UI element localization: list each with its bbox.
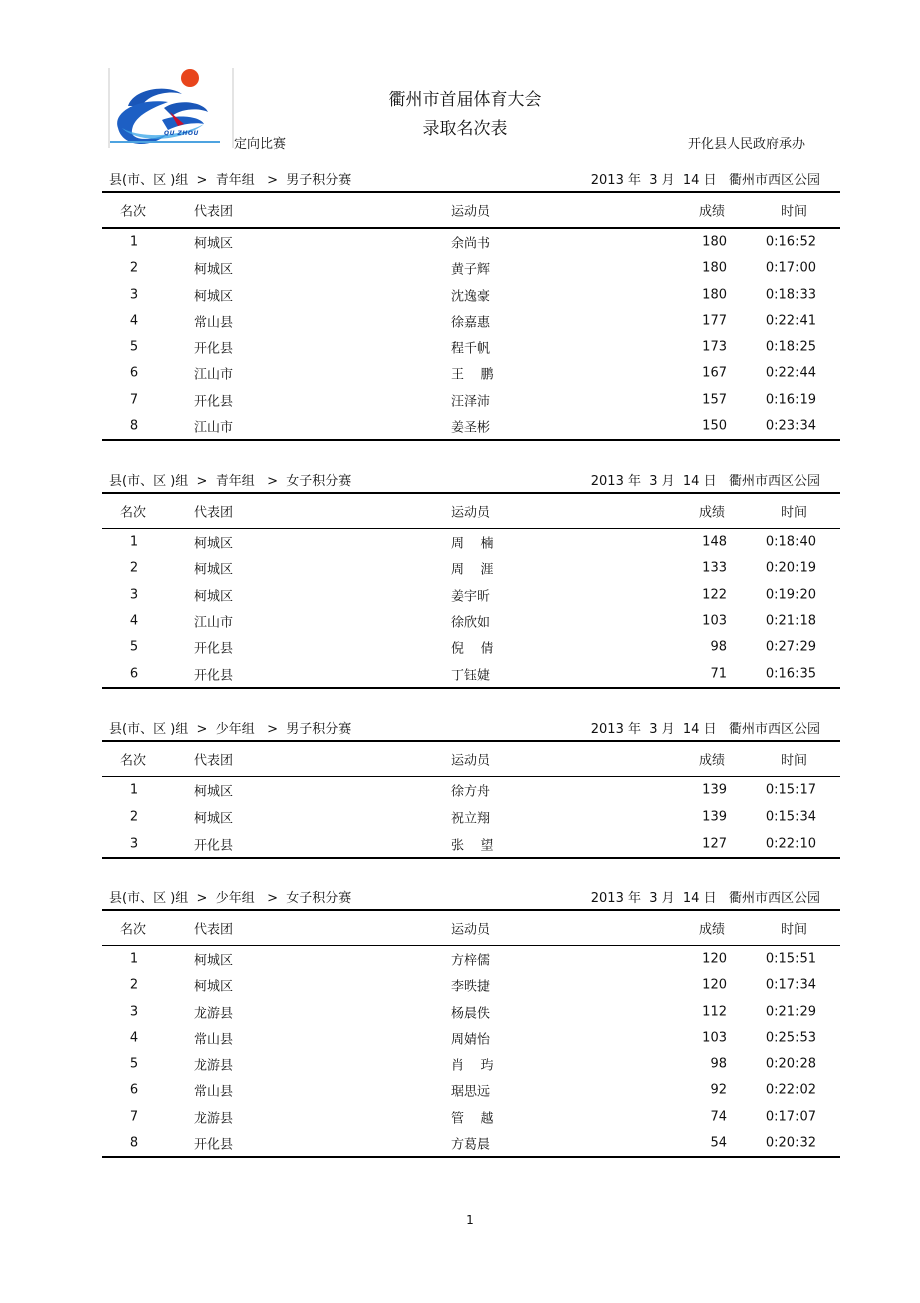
team-header: 代表团 [194,922,234,938]
team-cell: 常山县 [194,1084,234,1100]
athlete-cell: 余尚书 [451,236,491,252]
time-header: 时间 [780,204,807,220]
team-cell: 开化县 [194,1137,234,1153]
score-cell: 180 [702,234,727,250]
team-cell: 常山县 [194,315,234,331]
athlete-cell: 琚思远 [451,1084,491,1100]
rank-header: 名次 [119,505,146,521]
table-body [102,229,840,439]
table-row [102,360,840,386]
team-header: 代表团 [194,505,234,521]
athlete-cell: 丁钰婕 [451,668,491,684]
score-cell: 71 [710,666,727,682]
athlete-header: 运动员 [451,922,491,938]
athlete-cell: 沈逸豪 [451,289,491,305]
table-row [102,972,840,998]
score-header: 成绩 [698,922,725,938]
table-row [102,804,840,831]
time-cell: 0:16:35 [765,666,816,682]
table-row [102,1130,840,1156]
results-section [102,716,840,859]
time-cell: 0:22:41 [765,313,816,329]
athlete-cell: 黄子辉 [451,262,491,278]
athlete-cell: 周婧怡 [451,1032,491,1048]
rank-header: 名次 [119,753,146,769]
table-row [102,999,840,1025]
team-cell: 开化县 [194,341,234,357]
time-cell: 0:15:34 [765,809,816,825]
team-cell: 江山市 [194,420,234,436]
rank-cell: 1 [129,951,139,967]
table-header [102,494,840,528]
table-row [102,1077,840,1103]
team-cell: 开化县 [194,838,234,854]
time-cell: 0:15:17 [765,782,816,798]
score-cell: 54 [710,1135,727,1151]
athlete-cell: 周 涯 [451,562,494,578]
table-row [102,661,840,687]
team-cell: 柯城区 [194,536,234,552]
rank-cell: 2 [129,260,139,276]
rank-cell: 2 [129,809,139,825]
results-section [102,885,840,1158]
score-cell: 139 [702,782,727,798]
score-cell: 120 [702,977,727,993]
time-cell: 0:20:19 [765,560,816,576]
time-header: 时间 [780,505,807,521]
rank-cell: 7 [129,1109,139,1125]
results-section [102,468,840,689]
athlete-cell: 徐方舟 [451,784,491,800]
score-cell: 127 [702,836,727,852]
athlete-cell: 倪 倩 [451,641,494,657]
table-row [102,255,840,281]
time-cell: 0:20:28 [765,1056,816,1072]
table-row [102,529,840,555]
score-header: 成绩 [698,505,725,521]
table-row [102,608,840,634]
host-organizer: 开化县人民政府承办 [688,137,806,152]
table-row [102,1104,840,1130]
rank-cell: 5 [129,639,139,655]
table-row [102,282,840,308]
rank-header: 名次 [119,922,146,938]
time-cell: 0:19:20 [765,587,816,603]
score-cell: 122 [702,587,727,603]
rank-cell: 3 [129,836,139,852]
rank-cell: 6 [129,365,139,381]
time-cell: 0:22:10 [765,836,816,852]
rank-cell: 2 [129,560,139,576]
athlete-cell: 汪泽沛 [451,394,491,410]
team-cell: 龙游县 [194,1058,234,1074]
athlete-cell: 王 鹏 [451,367,494,383]
time-cell: 0:20:32 [765,1135,816,1151]
time-cell: 0:17:07 [765,1109,816,1125]
score-cell: 103 [702,1030,727,1046]
table-row [102,555,840,581]
page-title: 衢州市首届体育大会 [388,90,542,110]
score-cell: 120 [702,951,727,967]
team-cell: 龙游县 [194,1006,234,1022]
logo-caption: QU ZHOU [164,130,199,137]
score-cell: 148 [702,534,727,550]
rank-cell: 4 [129,613,139,629]
table-row [102,229,840,255]
page-subtitle: 录取名次表 [422,119,508,139]
category-path: 县(市、区 )组 > 青年组 > 男子积分赛 [109,173,352,188]
rank-cell: 3 [129,287,139,303]
athlete-header: 运动员 [451,753,491,769]
athlete-cell: 周 楠 [451,536,494,552]
score-cell: 139 [702,809,727,825]
table-row [102,777,840,804]
time-header: 时间 [780,922,807,938]
table-row [102,1051,840,1077]
table-header [102,193,840,227]
team-cell: 柯城区 [194,289,234,305]
team-cell: 柯城区 [194,262,234,278]
athlete-cell: 姜宇昕 [451,589,491,605]
time-header: 时间 [780,753,807,769]
rank-cell: 6 [129,666,139,682]
rank-cell: 6 [129,1082,139,1098]
table-row [102,387,840,413]
table-row [102,334,840,360]
time-cell: 0:22:44 [765,365,816,381]
team-cell: 柯城区 [194,811,234,827]
score-cell: 177 [702,313,727,329]
rank-cell: 8 [129,418,139,434]
time-cell: 0:21:18 [765,613,816,629]
date-venue: 2013 年 3 月 14 日 衢州市西区公园 [590,474,820,489]
athlete-cell: 张 望 [451,838,494,854]
team-cell: 江山市 [194,367,234,383]
table-row [102,946,840,972]
rank-cell: 1 [129,234,139,250]
rank-cell: 4 [129,1030,139,1046]
score-cell: 150 [702,418,727,434]
athlete-header: 运动员 [451,204,491,220]
category-path: 县(市、区 )组 > 青年组 > 女子积分赛 [109,474,352,489]
score-cell: 157 [702,392,727,408]
team-cell: 开化县 [194,668,234,684]
team-cell: 柯城区 [194,784,234,800]
score-cell: 103 [702,613,727,629]
table-row [102,308,840,334]
time-cell: 0:15:51 [765,951,816,967]
rank-header: 名次 [119,204,146,220]
score-cell: 133 [702,560,727,576]
table-body [102,777,840,857]
athlete-cell: 杨晨佚 [451,1006,491,1022]
athlete-cell: 程千帆 [451,341,491,357]
rank-cell: 7 [129,392,139,408]
table-row [102,634,840,660]
athlete-cell: 姜圣彬 [451,420,491,436]
table-header [102,742,840,776]
team-cell: 柯城区 [194,953,234,969]
score-cell: 74 [710,1109,727,1125]
rank-cell: 2 [129,977,139,993]
rank-cell: 1 [129,534,139,550]
time-cell: 0:22:02 [765,1082,816,1098]
team-cell: 柯城区 [194,589,234,605]
table-header [102,911,840,945]
rank-cell: 3 [129,1004,139,1020]
date-venue: 2013 年 3 月 14 日 衢州市西区公园 [590,891,820,906]
date-venue: 2013 年 3 月 14 日 衢州市西区公园 [590,722,820,737]
time-cell: 0:23:34 [765,418,816,434]
table-body [102,946,840,1156]
category-path: 县(市、区 )组 > 少年组 > 男子积分赛 [109,722,352,737]
category-path: 县(市、区 )组 > 少年组 > 女子积分赛 [109,891,352,906]
rank-cell: 8 [129,1135,139,1151]
athlete-cell: 徐嘉惠 [451,315,491,331]
athlete-cell: 李昳捷 [451,979,491,995]
team-cell: 柯城区 [194,236,234,252]
time-cell: 0:18:40 [765,534,816,550]
time-cell: 0:18:25 [765,339,816,355]
team-cell: 柯城区 [194,562,234,578]
team-cell: 龙游县 [194,1111,234,1127]
rank-cell: 4 [129,313,139,329]
time-cell: 0:16:19 [765,392,816,408]
athlete-cell: 方梓儒 [451,953,491,969]
time-cell: 0:18:33 [765,287,816,303]
time-cell: 0:21:29 [765,1004,816,1020]
table-row [102,1025,840,1051]
time-cell: 0:17:34 [765,977,816,993]
athlete-cell: 管 越 [451,1111,494,1127]
score-cell: 167 [702,365,727,381]
team-cell: 开化县 [194,641,234,657]
team-header: 代表团 [194,204,234,220]
results-section [102,167,840,441]
athlete-cell: 祝立翔 [451,811,491,827]
team-header: 代表团 [194,753,234,769]
score-cell: 98 [710,1056,727,1072]
score-cell: 180 [702,287,727,303]
team-cell: 常山县 [194,1032,234,1048]
table-row [102,582,840,608]
table-row [102,413,840,439]
time-cell: 0:16:52 [765,234,816,250]
team-cell: 江山市 [194,615,234,631]
team-cell: 柯城区 [194,979,234,995]
page-number: 1 [466,1213,474,1227]
rank-cell: 5 [129,339,139,355]
time-cell: 0:17:00 [765,260,816,276]
rank-cell: 3 [129,587,139,603]
rank-cell: 1 [129,782,139,798]
athlete-header: 运动员 [451,505,491,521]
athlete-cell: 徐欣如 [451,615,491,631]
score-cell: 112 [702,1004,727,1020]
score-cell: 98 [710,639,727,655]
date-venue: 2013 年 3 月 14 日 衢州市西区公园 [590,173,820,188]
table-row [102,830,840,857]
athlete-cell: 方葛晨 [451,1137,491,1153]
score-header: 成绩 [698,204,725,220]
time-cell: 0:25:53 [765,1030,816,1046]
event-name: 定向比赛 [234,137,287,152]
rank-cell: 5 [129,1056,139,1072]
score-cell: 180 [702,260,727,276]
score-cell: 92 [710,1082,727,1098]
team-cell: 开化县 [194,394,234,410]
time-cell: 0:27:29 [765,639,816,655]
table-body [102,529,840,687]
score-header: 成绩 [698,753,725,769]
athlete-cell: 肖 玙 [451,1058,494,1074]
score-cell: 173 [702,339,727,355]
